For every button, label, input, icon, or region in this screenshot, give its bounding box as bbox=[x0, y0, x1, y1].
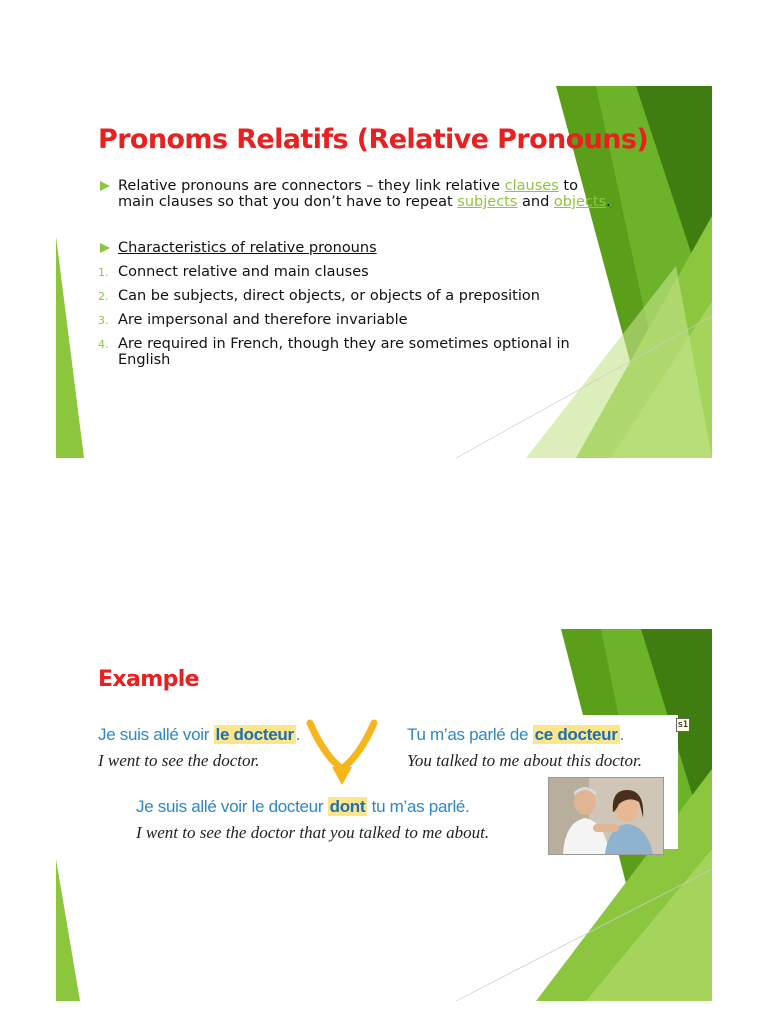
link-objects[interactable]: objects bbox=[553, 194, 607, 210]
slide-1 bbox=[56, 86, 712, 458]
example-english-combined: I went to see the doctor that you talked to me about. bbox=[136, 823, 490, 842]
list-item: 1. Connect relative and main clauses bbox=[98, 264, 369, 280]
bullet-characteristics bbox=[98, 240, 618, 256]
list-item: 4. Are required in French, though they are sometimes optional in English bbox=[98, 336, 570, 368]
link-clauses[interactable]: clauses bbox=[504, 178, 559, 194]
bullet-connectors: Relative pronouns are connectors – they link relative clauses to main clauses so that you don’t have to repeat subjects and objects. bbox=[98, 178, 618, 210]
slide-2 bbox=[56, 629, 712, 1001]
example-french-combined: Je suis allé voir le docteur dont tu m’as parlé. bbox=[136, 797, 470, 816]
slide-tag: s1 bbox=[678, 720, 689, 730]
example-french-1: Je suis allé voir le docteur . bbox=[98, 725, 301, 744]
example-french-2: Tu m’as parlé de ce docteur . bbox=[407, 725, 625, 744]
characteristics-heading: Characteristics of relative pronouns bbox=[118, 240, 377, 256]
slide-content bbox=[98, 178, 618, 368]
slide-title: Example bbox=[98, 667, 199, 692]
triangle-bullet-icon bbox=[100, 181, 110, 191]
list-item: 3. Are impersonal and therefore invariable bbox=[98, 312, 408, 328]
triangle-bullet-icon bbox=[100, 243, 110, 253]
merge-arrow-icon bbox=[304, 719, 380, 789]
slide-title: Pronoms Relatifs (Relative Pronouns) bbox=[98, 124, 649, 155]
example-english-2: You talked to me about this doctor. bbox=[407, 751, 643, 770]
list-item: 2. Can be subjects, direct objects, or objects of a preposition bbox=[98, 288, 540, 304]
link-subjects[interactable]: subjects bbox=[457, 194, 518, 210]
doctor-patient-photo bbox=[548, 777, 664, 855]
example-english-1: I went to see the doctor. bbox=[98, 751, 260, 770]
